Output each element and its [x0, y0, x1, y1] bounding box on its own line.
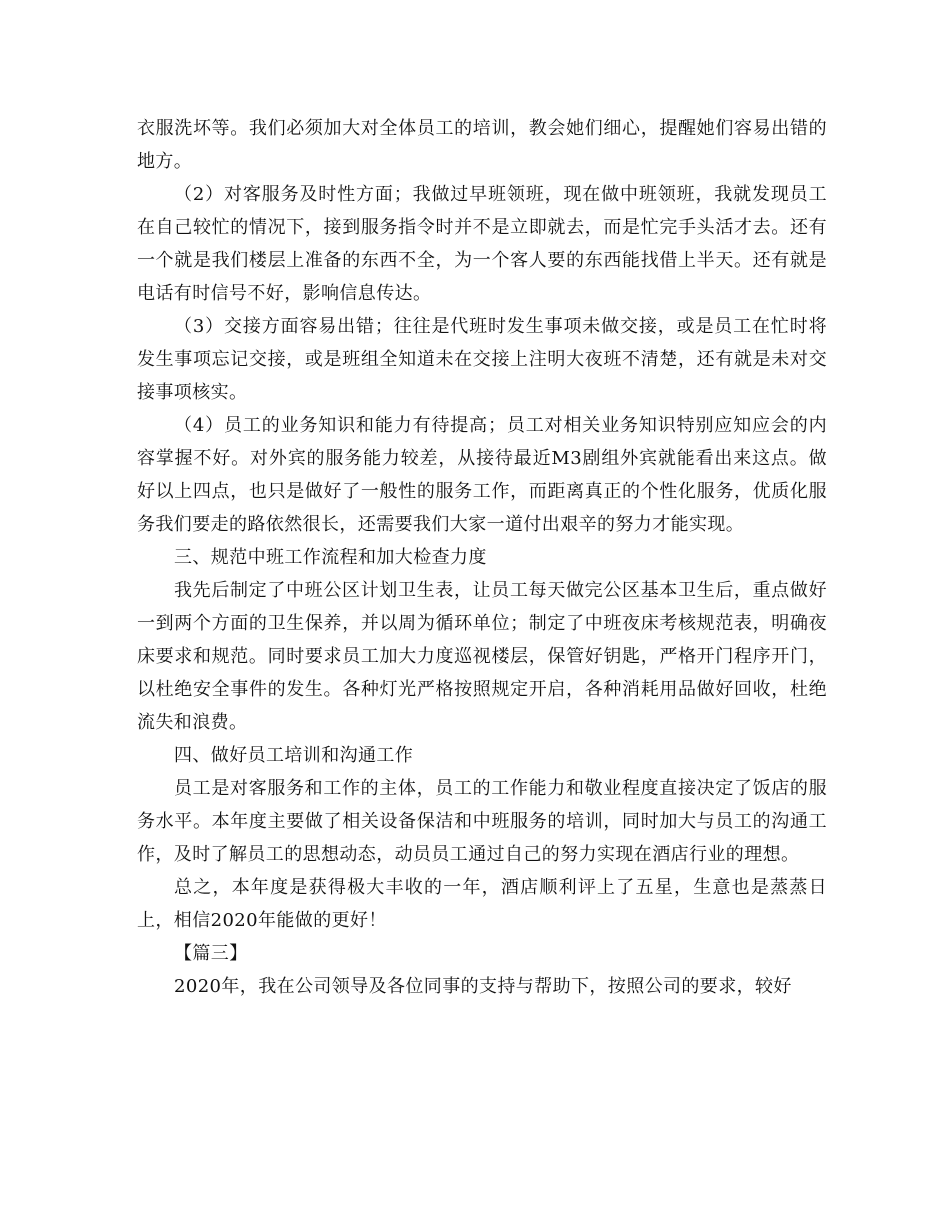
paragraph-item-2: （2）对客服务及时性方面；我做过早班领班，现在做中班领班，我就发现员工在自己较忙的情况下，接到服务指令时并不是立即就去，而是忙完手头活才去。还有一个就是我们楼层上准备的东西不全，为一个客人要的东西能找借上半天。还有就是电话有时信号不好，影响信息传达。 — [137, 184, 827, 304]
paragraph-part-3-intro: 2020年，我在公司领导及各位同事的支持与帮助下，按照公司的要求，较好 — [174, 976, 792, 997]
paragraph-item-3: （3）交接方面容易出错；往往是代班时发生事项未做交接，或是员工在忙时将发生事项忘记交接，或是班组全知道未在交接上注明大夜班不清楚，还有就是未对交接事项核实。 — [137, 316, 827, 403]
paragraph-item-4: （4）员工的业务知识和能力有待提高；员工对相关业务知识特别应知应会的内容掌握不好。对外宾的服务能力较差，从接待最近M3剧组外宾就能看出来这点。做好以上四点，也只是做好了一般性的服务工作，而距离真正的个性化服务，优质化服务我们要走的路依然很长，还需要我们大家一道付出艰辛的努力才能实现。 — [137, 415, 827, 535]
section-heading-4: 四、做好员工培训和沟通工作 — [174, 745, 414, 766]
paragraph-section-4-body: 员工是对客服务和工作的主体，员工的工作能力和敬业程度直接决定了饭店的服务水平。本年度主要做了相关设备保洁和中班服务的培训，同时加大与员工的沟通工作，及时了解员工的思想动态，动员员工通过自己的努力实现在酒店行业的理想。 — [137, 778, 827, 865]
paragraph-continuation: 衣服洗坏等。我们必须加大对全体员工的培训，教会她们细心，提醒她们容易出错的地方。 — [137, 118, 827, 172]
part-heading: 【篇三】 — [174, 943, 248, 964]
section-heading-3: 三、规范中班工作流程和加大检查力度 — [174, 547, 487, 568]
paragraph-summary: 总之，本年度是获得极大丰收的一年，酒店顺利评上了五星，生意也是蒸蒸日上，相信2020年能做的更好！ — [137, 877, 827, 931]
paragraph-section-3-body: 我先后制定了中班公区计划卫生表，让员工每天做完公区基本卫生后，重点做好一到两个方面的卫生保养，并以周为循环单位；制定了中班夜床考核规范表，明确夜床要求和规范。同时要求员工加大力度巡视楼层，保管好钥匙，严格开门程序开门，以杜绝安全事件的发生。各种灯光严格按照规定开启，各种消耗用品做好回收，杜绝流失和浪费。 — [137, 580, 827, 733]
document-body — [137, 112, 827, 1003]
